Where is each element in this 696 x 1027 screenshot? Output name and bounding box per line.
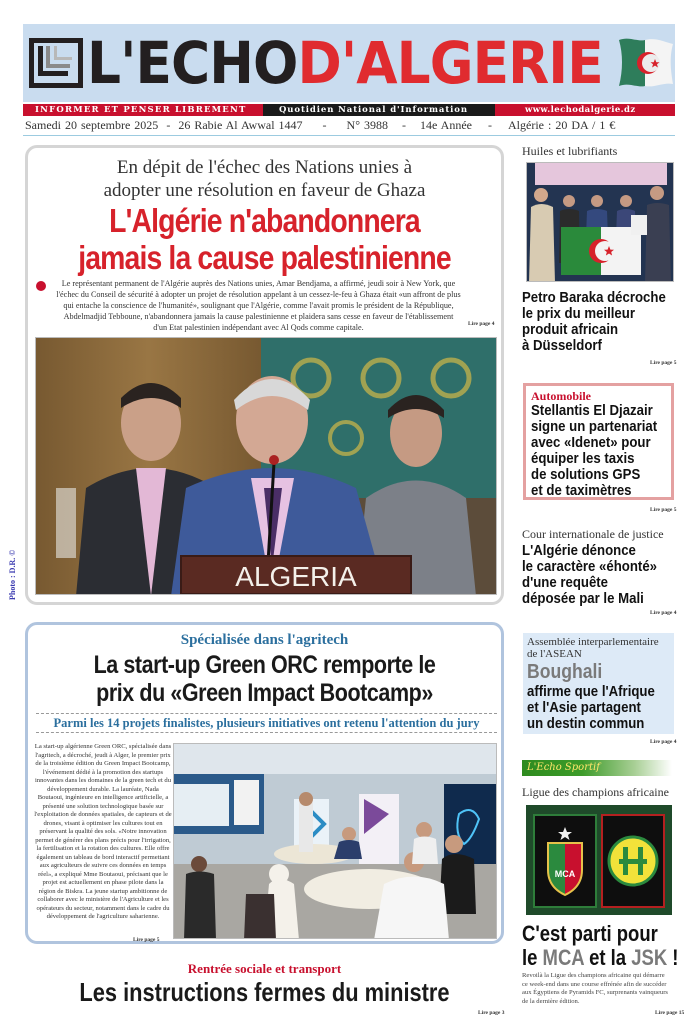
asean-name: Boughali	[527, 661, 603, 683]
bottom-headline[interactable]: Les instructions fermes du ministre	[79, 977, 450, 1007]
header-divider	[23, 135, 675, 136]
algerian-flag-icon	[615, 34, 675, 92]
lead-story[interactable]	[25, 145, 504, 605]
masthead	[23, 24, 675, 102]
read-more-link[interactable]: Lire page 4	[650, 610, 677, 616]
website-link[interactable]: www.lechodalgerie.dz	[495, 104, 675, 116]
read-more-link[interactable]: Lire page 15	[655, 1010, 685, 1016]
photo-credit: Photo : D.R. ©	[8, 549, 17, 600]
club-crests-photo[interactable]	[526, 805, 672, 915]
award-ceremony-photo-icon	[527, 163, 674, 282]
asean-headline: affirme que l'Afrique et l'Asie partagent un destin commun	[527, 683, 655, 732]
hijri-date: 26 Rabie Al Awwal 1447	[178, 118, 303, 132]
read-more-link[interactable]: Lire page 4	[650, 739, 677, 745]
petro-baraka-photo[interactable]	[526, 162, 674, 282]
agritech-kicker: Spécialisée dans l'agritech	[180, 632, 349, 648]
agritech-subhead: Parmi les 14 projets finalistes, plusieurs initiatives ont retenu l'attention du jury	[36, 713, 497, 733]
read-more-link[interactable]: Lire page 3	[478, 1010, 505, 1016]
agritech-body: La start-up algérienne Green ORC, spécialisée dans l'agritech, a décroché, jeudi à Alger, le premier prix de la troisième édition du Green Impact Bootcamp, l'événement dédié à la promotion des startups innovantes dans les domaines de la green tech et du développement durable. La lauréate, Nada Boutaoui, ingénieure en intelligence artificielle, a présenté une solution technologique basée sur l'exploitation de données spatiales, de capteurs et de drones, visant à optimiser les cultures tout en préservant la qualité des sols. «Notre innovation permet de générer des plans précis pour l'irrigation, la fertilisation et la rotation des cultures. Elle offre également un tableau de bord interactif permettant aux agriculteurs de suivre ces données en temps réel», a expliqué Mme Boutaoui, précisant que le projet est actuellement en phase pilote dans la région de Biskra. La jeune startup ambitionne de collaborer avec le ministère de l'Agriculture et les opérateurs du secteur, notamment dans le cadre du développement de l'agriculture saharienne.	[34, 743, 172, 920]
issue-date: Samedi 20 septembre 2025	[25, 118, 159, 132]
tagline: Quotidien National d'Information	[263, 104, 495, 116]
petro-kicker: Huiles et lubrifiants	[522, 144, 618, 158]
issue-number: N° 3988	[346, 118, 389, 132]
justice-headline: L'Algérie dénonce le caractère «éhonté» d'une requête déposée par le Mali	[522, 542, 658, 607]
sport-headline[interactable]: C'est parti pour le MCA et la JSK !	[522, 921, 679, 970]
dateline: Samedi 20 septembre 2025 - 26 Rabie Al Awwal 1447 - N° 3988 - 14e Année - Algérie : 20 DA / 1 €	[25, 118, 616, 132]
lead-lede: Le représentant permanent de l'Algérie auprès des Nations unies, Amar Bendjama, a affirmé, jeudi soir à New York, que l'échec du Conseil de sécurité à adopter un projet de résolution appelant à un cessez-le-feu à Ghaza était «un affront de plus qui entache la conscience de l'humanité», soulignant que l'Algérie, comme l'avait promis le président de la République, Abdelmadjid Tebboune, n'abandonnera jamais la cause palestinienne et plaidera sans cesse en faveur de l'établissement d'un Etat palestinien indépendant avec Al Qods comme capitale.	[56, 279, 461, 332]
club-crests-icon	[526, 805, 672, 915]
jsk-highlight: JSK	[631, 945, 668, 970]
year-number: 14e Année	[420, 118, 472, 132]
sport-kicker: Ligue des champions africaine	[522, 785, 669, 799]
un-delegate-photo-icon	[36, 338, 497, 595]
slogan: INFORMER ET PENSER LIBREMENT	[23, 104, 263, 116]
lead-headline[interactable]: L'Algérie n'abandonnera jamais la cause palestinienne	[78, 202, 451, 276]
auto-headline: Stellantis El Djazair signe un partenariat avec «Idenet» pour équiper les taxis de solutions GPS et de taximètres	[531, 402, 658, 499]
justice-story[interactable]	[522, 527, 677, 607]
agritech-story[interactable]	[25, 622, 504, 944]
asean-kicker: Assemblée interparlementaire de l'ASEAN	[527, 636, 659, 660]
price: Algérie : 20 DA / 1 €	[508, 118, 616, 132]
sport-section-header[interactable]: L'Echo Sportif	[522, 760, 672, 776]
read-more-link[interactable]: Lire page 5	[650, 360, 677, 366]
logo-mark-icon	[29, 38, 83, 88]
petro-headline[interactable]: Petro Baraka décroche le prix du meilleur produit africain à Düsseldorf	[522, 289, 666, 354]
read-more-link[interactable]: Lire page 5	[133, 937, 160, 943]
masthead-banner	[23, 104, 675, 116]
sport-body: Revoilà la Ligue des champions africaine qui démarre ce week-end dans une course effrénée afin de succéder aux Égyptiens de Pyramids FC, surprenants vainqueurs de la dernière édition.	[522, 972, 668, 1005]
bottom-kicker: Rentrée sociale et transport	[187, 961, 342, 976]
conference-room-photo-icon	[174, 744, 497, 939]
mca-highlight: MCA	[542, 945, 584, 970]
lead-kicker: En dépit de l'échec des Nations unies à adopter une résolution en faveur de Ghaza	[103, 157, 426, 201]
lead-photo[interactable]	[35, 337, 497, 595]
newspaper-logo[interactable]: L'ECHOD'ALGERIE	[87, 29, 603, 97]
read-more-link[interactable]: Lire page 5	[650, 507, 677, 513]
svg-text:ALGERIA: ALGERIA	[235, 561, 357, 592]
auto-kicker: Automobile	[531, 389, 591, 403]
agritech-photo[interactable]	[173, 743, 497, 939]
justice-kicker: Cour internationale de justice	[522, 527, 664, 541]
read-more-link[interactable]: Lire page 4	[468, 321, 495, 327]
asean-story[interactable]	[523, 633, 674, 734]
automobile-story[interactable]	[523, 383, 674, 500]
svg-text:MCA: MCA	[554, 869, 576, 879]
agritech-headline[interactable]: La start-up Green ORC remporte le prix du «Green Impact Bootcamp»	[93, 651, 436, 707]
